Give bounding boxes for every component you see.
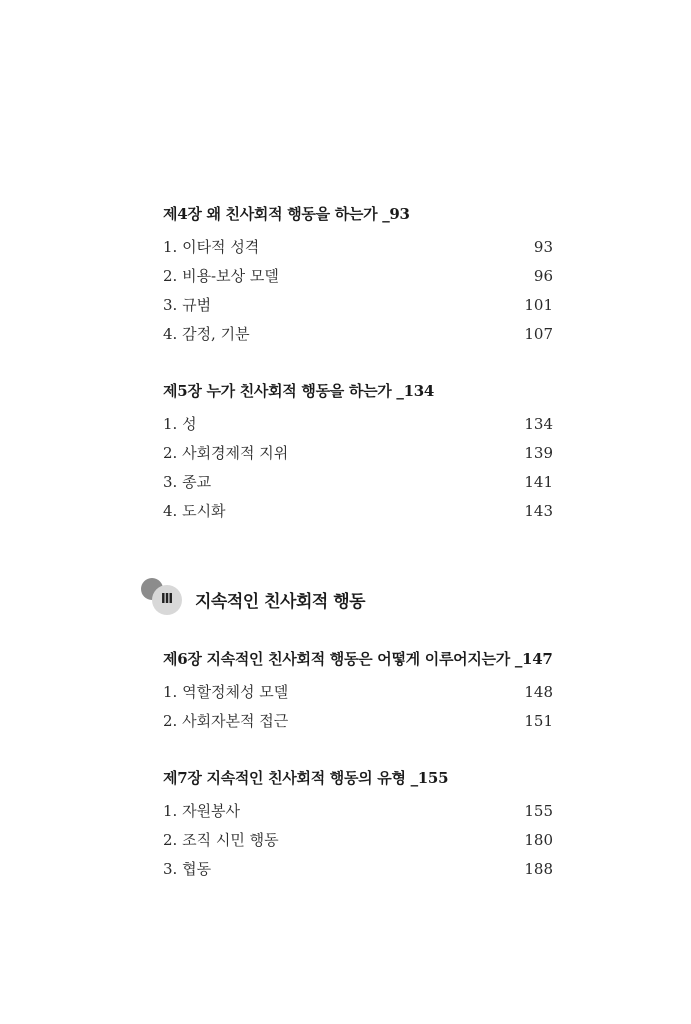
entry-label: 1. 역할정체성 모델	[163, 683, 289, 701]
toc-entry	[163, 500, 553, 521]
entry-label: 3. 종교	[163, 473, 212, 491]
entry-label: 3. 협동	[163, 860, 212, 878]
part-heading	[141, 578, 441, 618]
part-numeral: Ⅲ	[160, 592, 174, 607]
entry-page: 139	[524, 444, 553, 462]
toc-entry	[163, 681, 553, 702]
entry-label: 2. 조직 시민 행동	[163, 831, 279, 849]
entry-page: 107	[524, 325, 553, 343]
toc-entry	[163, 294, 553, 315]
toc-entry	[163, 265, 553, 286]
entry-label: 1. 자원봉사	[163, 802, 241, 820]
entry-label: 2. 사회자본적 접근	[163, 712, 289, 730]
entry-page: 155	[524, 802, 553, 820]
entry-page: 96	[533, 267, 553, 285]
toc-entry	[163, 800, 553, 821]
entry-page: 143	[524, 502, 553, 520]
toc-entry	[163, 829, 553, 850]
chapter-4-title: 제4장 왜 친사회적 행동을 하는가 _93	[163, 205, 410, 223]
entry-page: 148	[524, 683, 553, 701]
entry-page: 101	[524, 296, 553, 314]
toc-entry	[163, 442, 553, 463]
entry-label: 2. 비용-보상 모델	[163, 267, 279, 285]
toc-entry	[163, 471, 553, 492]
entry-page: 93	[533, 238, 553, 256]
toc-entry	[163, 413, 553, 434]
entry-page: 151	[524, 712, 553, 730]
toc-entry	[163, 236, 553, 257]
entry-page: 134	[524, 415, 553, 433]
entry-label: 4. 도시화	[163, 502, 226, 520]
entry-label: 2. 사회경제적 지위	[163, 444, 289, 462]
toc-entry	[163, 710, 553, 731]
entry-page: 141	[524, 473, 553, 491]
entry-page: 188	[524, 860, 553, 878]
chapter-7-title: 제7장 지속적인 친사회적 행동의 유형 _155	[163, 769, 449, 787]
toc-entry	[163, 323, 553, 344]
chapter-5-title: 제5장 누가 친사회적 행동을 하는가 _134	[163, 382, 435, 400]
entry-label: 4. 감정, 기분	[163, 325, 250, 343]
entry-label: 3. 규범	[163, 296, 212, 314]
entry-page: 180	[524, 831, 553, 849]
toc-entry	[163, 858, 553, 879]
part-title: 지속적인 친사회적 행동	[195, 592, 366, 612]
entry-label: 1. 성	[163, 415, 197, 433]
entry-label: 1. 이타적 성격	[163, 238, 260, 256]
chapter-6-title: 제6장 지속적인 친사회적 행동은 어떻게 이루어지는가 _147	[163, 650, 553, 668]
